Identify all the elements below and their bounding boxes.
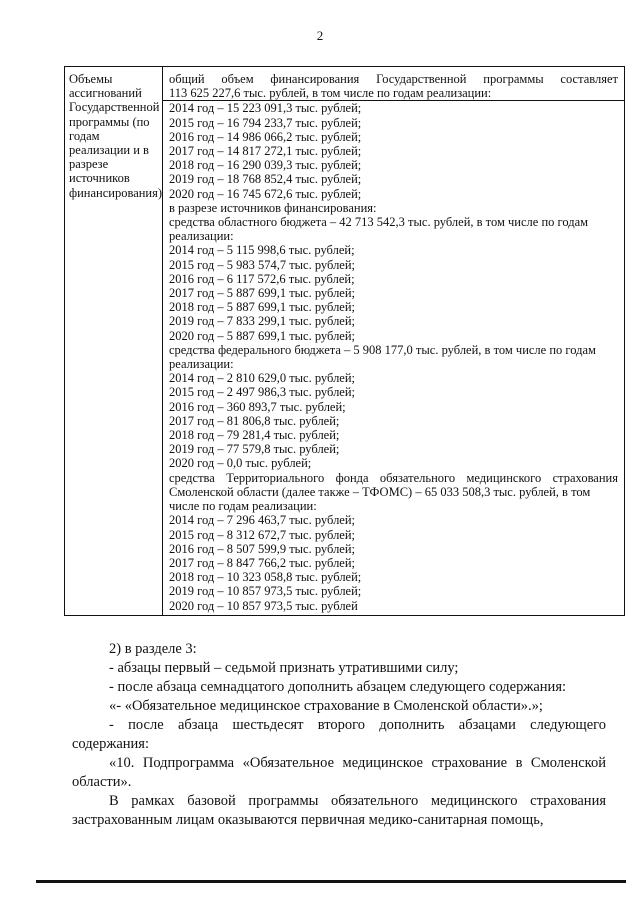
label-line: финансирования) <box>69 185 163 200</box>
table-line: в разрезе источников финансирования: <box>169 200 377 215</box>
table-line: Смоленской области (далее также – ТФОМС) – 65 033 508,3 тыс. рублей, в том <box>169 484 591 499</box>
table-line: 2020 год – 0,0 тыс. рублей; <box>169 456 312 471</box>
table-line: 2015 год – 5 983 574,7 тыс. рублей; <box>169 257 356 272</box>
table-line: 2016 год – 14 986 066,2 тыс. рублей; <box>169 129 362 144</box>
table-line: 2014 год – 2 810 629,0 тыс. рублей; <box>169 371 356 386</box>
paragraph-subprogram-10: «10. Подпрограмма «Обязательное медицинское страхование в Смоленской области». <box>72 755 606 790</box>
table-line: 2015 год – 8 312 672,7 тыс. рублей; <box>169 527 356 542</box>
paragraph-quote-oms: «- «Обязательное медицинское страхование в Смоленской области».»; <box>109 698 543 714</box>
label-line: разрезе <box>69 157 109 172</box>
funding-table <box>64 66 625 616</box>
funding-table-content-cell <box>163 67 624 615</box>
table-line: реализации: <box>169 357 234 372</box>
table-line: общий объем финансирования Государственной программы составляет <box>169 72 618 86</box>
label-line: источников <box>69 171 130 186</box>
paragraph-repeal: - абзацы первый – седьмой признать утратившими силу; <box>109 660 459 676</box>
table-line: 2015 год – 16 794 233,7 тыс. рублей; <box>169 115 362 130</box>
table-line: средства федерального бюджета – 5 908 177,0 тыс. рублей, в том числе по годам <box>169 342 596 357</box>
table-line: 2017 год – 14 817 272,1 тыс. рублей; <box>169 144 362 159</box>
table-line: 2016 год – 8 507 599,9 тыс. рублей; <box>169 541 356 556</box>
table-line: 2020 год – 5 887 699,1 тыс. рублей; <box>169 328 356 343</box>
paragraph-section-3: 2) в разделе 3: <box>109 641 197 657</box>
table-line: 2017 год – 81 806,8 тыс. рублей; <box>169 413 340 428</box>
table-line: 113 625 227,6 тыс. рублей, в том числе по годам реализации: <box>163 86 624 101</box>
table-line: 2018 год – 16 290 039,3 тыс. рублей; <box>169 158 362 173</box>
table-line: 2019 год – 7 833 299,1 тыс. рублей; <box>169 314 356 329</box>
label-line: ассигнований <box>69 86 142 101</box>
table-line: 2018 год – 5 887 699,1 тыс. рублей; <box>169 300 356 315</box>
table-line: 2014 год – 15 223 091,3 тыс. рублей; <box>169 101 362 116</box>
table-line: 2020 год – 10 857 973,5 тыс. рублей <box>169 598 358 613</box>
table-line: 2020 год – 16 745 672,6 тыс. рублей; <box>169 186 362 201</box>
table-line: 2016 год – 360 893,7 тыс. рублей; <box>169 399 346 414</box>
document-body <box>72 640 606 830</box>
table-line: 2014 год – 7 296 463,7 тыс. рублей; <box>169 513 356 528</box>
paragraph-basic-program: В рамках базовой программы обязательного медицинского страхования застрахованным лицам оказываются первичная медико-санитарная помощь, <box>72 793 606 828</box>
table-line: 2018 год – 79 281,4 тыс. рублей; <box>169 428 340 443</box>
bottom-rule <box>36 880 626 883</box>
label-line: программы (по <box>69 114 150 129</box>
table-line: реализации: <box>169 229 234 244</box>
page-number: 2 <box>316 28 324 43</box>
table-line: 2019 год – 77 579,8 тыс. рублей; <box>169 442 340 457</box>
table-line: средства Территориального фонда обязательного медицинского страхования <box>169 470 618 485</box>
table-line: 2017 год – 8 847 766,2 тыс. рублей; <box>169 555 356 570</box>
table-line: числе по годам реализации: <box>169 499 317 514</box>
table-line: 2015 год – 2 497 986,3 тыс. рублей; <box>169 385 356 400</box>
paragraph-add-after-17: - после абзаца семнадцатого дополнить абзацем следующего содержания: <box>109 679 567 695</box>
table-line: 2019 год – 18 768 852,4 тыс. рублей; <box>169 172 362 187</box>
table-line: 2018 год – 10 323 058,8 тыс. рублей; <box>169 570 362 585</box>
label-line: реализации и в <box>69 143 149 158</box>
table-line: 2017 год – 5 887 699,1 тыс. рублей; <box>169 286 356 301</box>
label-line: годам <box>69 128 100 143</box>
paragraph-add-after-62: - после абзаца шестьдесят второго дополнить абзацами следующего содержания: <box>72 717 606 752</box>
table-line: 2016 год – 6 117 572,6 тыс. рублей; <box>169 271 355 286</box>
table-line: 2019 год – 10 857 973,5 тыс. рублей; <box>169 584 362 599</box>
label-line: Государственной <box>69 100 160 115</box>
funding-table-label-cell <box>65 67 163 615</box>
table-line: средства областного бюджета – 42 713 542,3 тыс. рублей, в том числе по годам <box>169 215 589 230</box>
table-line: 2014 год – 5 115 998,6 тыс. рублей; <box>169 243 355 258</box>
label-line: Объемы <box>69 72 113 86</box>
